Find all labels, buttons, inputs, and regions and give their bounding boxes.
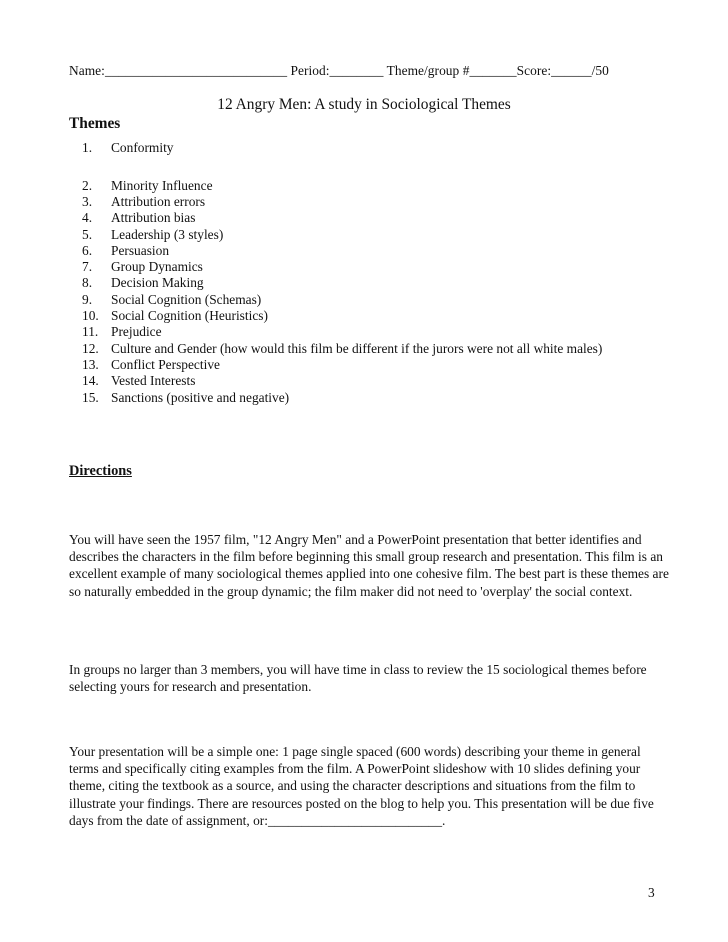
list-item: 9. Social Cognition (Schemas) <box>82 292 262 307</box>
list-item: 4. Attribution bias <box>82 210 196 225</box>
student-info-line: Name:___________________________ Period:________ Theme/group #_______Score:______/50 <box>69 63 609 78</box>
list-item: 1. Conformity <box>82 140 174 155</box>
list-item: 2. Minority Influence <box>82 178 213 193</box>
document-title: 12 Angry Men: A study in Sociological Themes <box>217 96 511 113</box>
list-item: 10. Social Cognition (Heuristics) <box>82 308 268 323</box>
list-item: 11. Prejudice <box>82 324 162 339</box>
page-number: 3 <box>648 885 655 900</box>
list-item: 14. Vested Interests <box>82 373 196 388</box>
list-item: 15. Sanctions (positive and negative) <box>82 390 290 405</box>
themes-heading: Themes <box>69 115 121 132</box>
directions-paragraph-groups: In groups no larger than 3 members, you will have time in class to review the 15 sociological themes before selecting yours for research and presentation. <box>69 662 647 695</box>
directions-heading: Directions <box>69 463 132 479</box>
directions-paragraph-intro: You will have seen the 1957 film, "12 Angry Men" and a PowerPoint presentation that better identifies and describes the characters in the film before beginning this small group research and presentation. This film is an excellent example of many sociological themes applied into one cohesive film. The best part is these themes are so naturally embedded in the group dynamic; the film maker did not need to 'overplay' the social context. <box>69 532 669 599</box>
list-item: 12. Culture and Gender (how would this film be different if the jurors were not all white males) <box>82 341 603 356</box>
list-item: 6. Persuasion <box>82 243 170 258</box>
list-item: 3. Attribution errors <box>82 194 206 209</box>
directions-paragraph-presentation: Your presentation will be a simple one: 1 page single spaced (600 words) describing your theme in general terms and specifically citing examples from the film. A PowerPoint slideshow with 10 slides defining your theme, citing the textbook as a source, and using the character descriptions and situations from the film to illustrate your findings. There are resources posted on the blog to help you. This presentation will be due five days from the date of assignment, or:__________________________. <box>69 744 654 828</box>
list-item: 5. Leadership (3 styles) <box>82 227 224 242</box>
list-item: 13. Conflict Perspective <box>82 357 220 372</box>
list-item: 8. Decision Making <box>82 275 204 290</box>
list-item: 7. Group Dynamics <box>82 259 203 274</box>
